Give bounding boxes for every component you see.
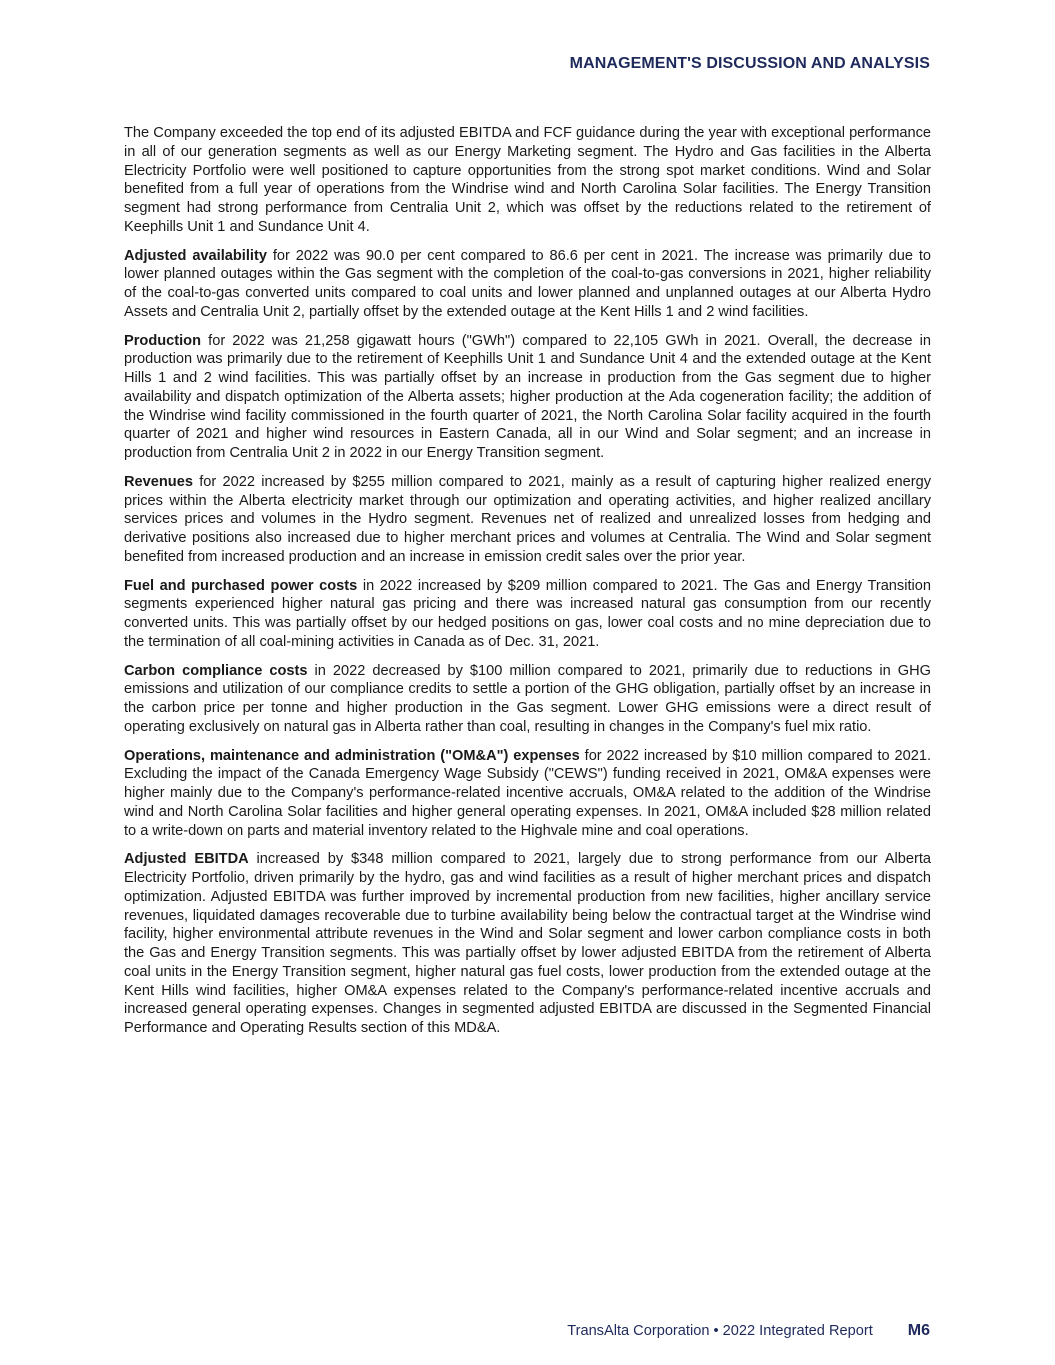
paragraph-text: The Company exceeded the top end of its adjusted EBITDA and FCF guidance during the year with exceptional performance in all of our generation segments as well as our Energy Marketing segment. The Hydro and Gas facilities in the Alberta Electricity Portfolio were well positioned to capture opportunities from the strong spot market conditions. Wind and Solar benefited from a full year of operations from the Windrise wind and North Carolina Solar facilities. The Energy Transition segment had strong performance from Centralia Unit 2, which was offset by the reductions related to the retirement of Keephills Unit 1 and Sundance Unit 4. [124, 125, 931, 235]
page-footer [567, 1322, 930, 1340]
paragraph-text: in 2022 decreased by $100 million compared to 2021, primarily due to reductions in GHG emissions and utilization of our compliance credits to settle a portion of the GHG obligation, partially offset by an increase in the carbon price per tonne and higher production in the Gas segment. Lower GHG emissions were a direct result of operating exclusively on natural gas in Alberta rather than coal, resulting in changes in the Company's fuel mix ratio. [124, 662, 931, 735]
paragraph-company-overview [124, 124, 931, 237]
section-header: MANAGEMENT'S DISCUSSION AND ANALYSIS [569, 55, 930, 72]
paragraph-term: Fuel and purchased power costs [124, 577, 358, 594]
paragraph-term: Adjusted availability [124, 247, 267, 264]
paragraph-term: Carbon compliance costs [124, 662, 308, 679]
body-text [124, 124, 931, 1048]
paragraph-fuel-costs [124, 577, 931, 652]
paragraph-term: Production [124, 332, 202, 349]
paragraph-carbon-compliance [124, 662, 931, 737]
paragraph-term: Adjusted EBITDA [124, 851, 249, 868]
paragraph-text: for 2022 increased by $255 million compared to 2021, mainly as a result of capturing higher realized energy prices within the Alberta electricity market through our optimization and operating activities, and higher realized ancillary services prices and volumes in the Hydro segment. Revenues net of realized and unrealized losses from hedging and derivative positions also increased due to higher merchant prices and volumes at Centralia. The Wind and Solar segment benefited from increased production and an increase in emission credit sales over the prior year. [124, 473, 931, 565]
paragraph-text: in 2022 increased by $209 million compared to 2021. The Gas and Energy Transition segments experienced higher natural gas pricing and there was increased natural gas consumption from our recently converted units. This was partially offset by our hedged positions on gas, lower coal costs and no mine depreciation due to the termination of all coal-mining activities in Canada as of Dec. 31, 2021. [124, 577, 931, 650]
paragraph-term: Revenues [124, 473, 193, 490]
paragraph-text: for 2022 was 90.0 per cent compared to 86.6 per cent in 2021. The increase was primarily due to lower planned outages within the Gas segment with the completion of the coal-to-gas conversions in 2021, higher reliability of the coal-to-gas converted units compared to coal units and lower planned and unplanned outages at our Alberta Hydro Assets and Centralia Unit 2, partially offset by the extended outage at the Kent Hills 1 and 2 wind facilities. [124, 247, 931, 320]
report-name: TransAlta Corporation • 2022 Integrated Report [567, 1323, 873, 1339]
paragraph-adjusted-ebitda [124, 850, 931, 1038]
paragraph-revenues [124, 473, 931, 567]
page-number: M6 [907, 1322, 930, 1339]
paragraph-text: for 2022 was 21,258 gigawatt hours ("GWh") compared to 22,105 GWh in 2021. Overall, the decrease in production was primarily due to the retirement of Keephills Unit 1 and Sundance Unit 4 and the extended outage at the Kent Hills 1 and 2 wind facilities. This was partially offset by an increase in production from the Gas segment due to higher availability and dispatch optimization of the Alberta assets; higher production at the Ada cogeneration facility; the addition of the Windrise wind facility commissioned in the fourth quarter of 2021, the North Carolina Solar facility acquired in the fourth quarter of 2021 and higher wind resources in Eastern Canada, all in our Wind and Solar segment; and an increase in production from Centralia Unit 2 in 2022 in our Energy Transition segment. [124, 332, 931, 461]
paragraph-text: for 2022 increased by $10 million compared to 2021. Excluding the impact of the Canada Emergency Wage Subsidy ("CEWS") funding received in 2021, OM&A expenses were higher mainly due to the Company's performance-related incentive accruals, OM&A related to the addition of the Windrise wind and North Carolina Solar facilities and higher general operating expenses. In 2021, OM&A included $28 million related to a write-down on parts and material inventory related to the Highvale mine and coal operations. [124, 747, 931, 839]
paragraph-oma-expenses [124, 747, 931, 841]
paragraph-term: Operations, maintenance and administration ("OM&A") expenses [124, 747, 580, 764]
paragraph-production [124, 332, 931, 463]
paragraph-adjusted-availability [124, 247, 931, 322]
paragraph-text: increased by $348 million compared to 2021, largely due to strong performance from our Alberta Electricity Portfolio, driven primarily by the hydro, gas and wind facilities as a result of higher merchant prices and dispatch optimization. Adjusted EBITDA was further improved by incremental production from new facilities, higher ancillary service revenues, liquidated damages recoverable due to turbine availability being below the contractual target at the Windrise wind facility, higher environmental attribute revenues in the Wind and Solar segment and lower carbon compliance costs in both the Gas and Energy Transition segments. This was partially offset by lower adjusted EBITDA from the retirement of Alberta coal units in the Energy Transition segment, higher natural gas fuel costs, lower production from the extended outage at the Kent Hills wind facilities, higher OM&A expenses related to the Company's performance-related incentive accruals and increased general operating expenses. Changes in segmented adjusted EBITDA are discussed in the Segmented Financial Performance and Operating Results section of this MD&A. [124, 851, 931, 1036]
